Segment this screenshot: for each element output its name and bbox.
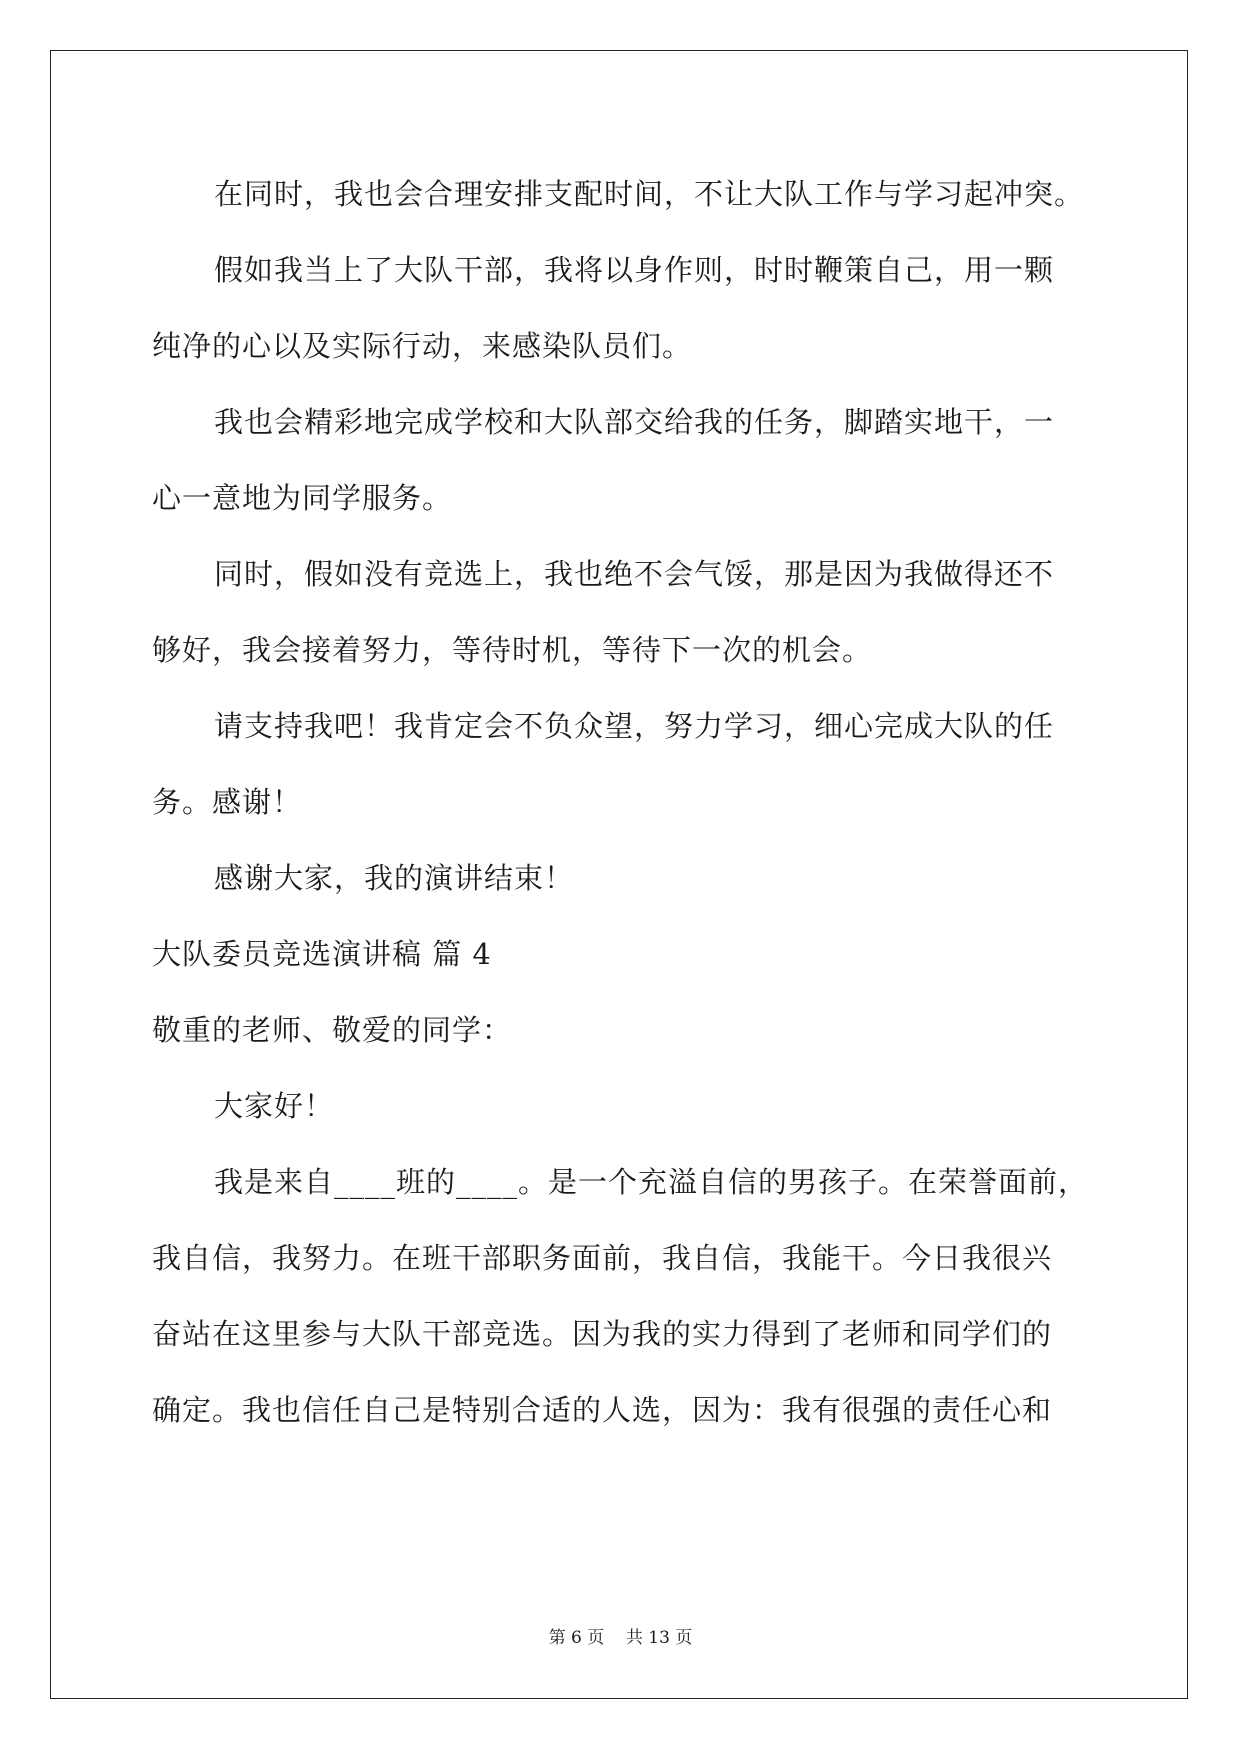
page-number-footer: 第 6 页 共 13 页 bbox=[548, 1628, 693, 1648]
paragraph-line: 够好，我会接着努力，等待时机，等待下一次的机会。 bbox=[152, 633, 873, 667]
greeting: 大家好！ bbox=[214, 1089, 335, 1123]
paragraph-line: 我是来自____班的____。是一个充溢自信的男孩子。在荣誉面前， bbox=[214, 1165, 1089, 1199]
paragraph-line: 我自信，我努力。在班干部职务面前，我自信，我能干。今日我很兴 bbox=[152, 1241, 1053, 1275]
paragraph-line: 感谢大家，我的演讲结束！ bbox=[214, 861, 575, 895]
paragraph-line: 请支持我吧！我肯定会不负众望，努力学习，细心完成大队的任 bbox=[214, 709, 1055, 743]
section-heading: 大队委员竞选演讲稿 篇 4 bbox=[152, 937, 492, 971]
paragraph-line: 奋站在这里参与大队干部竞选。因为我的实力得到了老师和同学们的 bbox=[152, 1317, 1053, 1351]
paragraph-line: 在同时，我也会合理安排支配时间，不让大队工作与学习起冲突。 bbox=[214, 177, 1085, 211]
paragraph-line: 纯净的心以及实际行动，来感染队员们。 bbox=[152, 329, 693, 363]
paragraph-line: 假如我当上了大队干部，我将以身作则，时时鞭策自己，用一颗 bbox=[214, 253, 1055, 287]
paragraph-line: 务。感谢！ bbox=[152, 785, 303, 819]
paragraph-line: 确定。我也信任自己是特别合适的人选，因为：我有很强的责任心和 bbox=[152, 1393, 1053, 1427]
paragraph-line: 同时，假如没有竞选上，我也绝不会气馁，那是因为我做得还不 bbox=[214, 557, 1055, 591]
paragraph-line: 心一意地为同学服务。 bbox=[152, 481, 453, 515]
paragraph-line: 我也会精彩地完成学校和大队部交给我的任务，脚踏实地干，一 bbox=[214, 405, 1055, 439]
salutation: 敬重的老师、敬爱的同学： bbox=[152, 1013, 513, 1047]
